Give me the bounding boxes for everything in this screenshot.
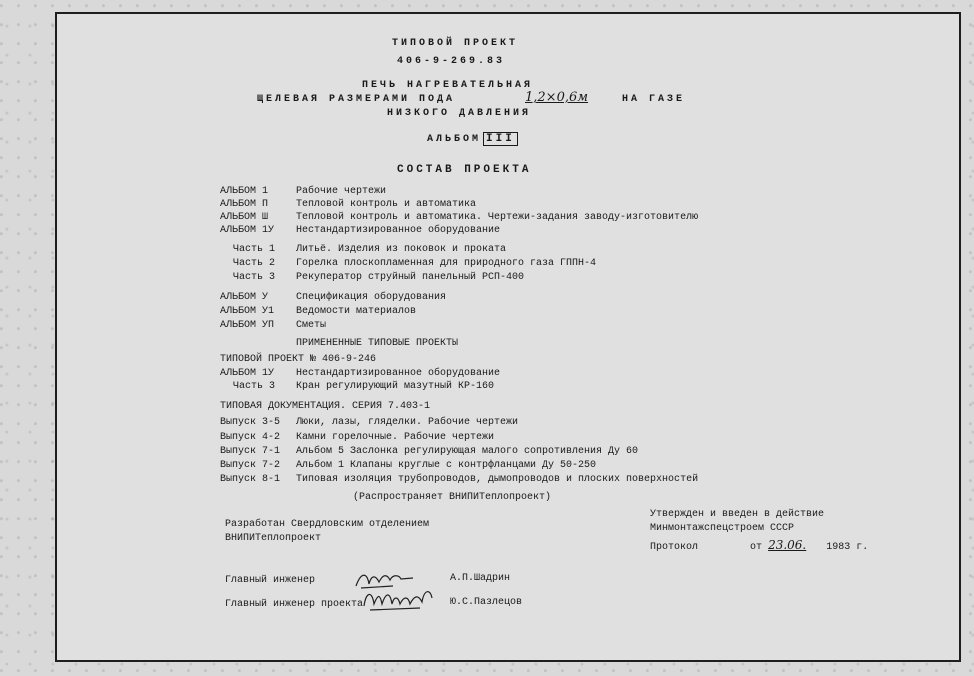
approval-line1: Утвержден и введен в действие bbox=[650, 509, 825, 520]
album-heading-label: АЛЬБОМ bbox=[427, 134, 482, 145]
distributor-note: (Распространяет ВНИПИТеплопроект) bbox=[353, 492, 552, 503]
list-item: Часть 3 Кран регулирующий мазутный КР-160 bbox=[233, 381, 495, 392]
hearth-size: 1,2×0,6м bbox=[525, 90, 589, 105]
list-item: Выпуск 8-1 Типовая изоляция трубопроводов, дымопроводов и плоских поверхностей bbox=[220, 474, 699, 485]
list-item: Выпуск 4-2 Камни горелочные. Рабочие чертежи bbox=[220, 432, 495, 443]
signature-name-1: А.П.Шадрин bbox=[450, 573, 511, 584]
list-item: Выпуск 3-5 Люки, лазы, гляделки. Рабочие чертежи bbox=[220, 417, 519, 428]
approval-protocol bbox=[650, 539, 868, 554]
list-item: Часть 3 Рекуператор струйный панельный РСП-400 bbox=[233, 272, 525, 283]
developer-line2: ВНИПИТеплопроект bbox=[225, 533, 322, 544]
header-line3: ПЕЧЬ НАГРЕВАТЕЛЬНАЯ bbox=[362, 80, 534, 91]
album-heading-number: III bbox=[483, 132, 518, 146]
list-item: Выпуск 7-2 Альбом 1 Клапаны круглые с контрфланцами Ду 50-250 bbox=[220, 460, 597, 471]
header-line5: НИЗКОГО ДАВЛЕНИЯ bbox=[387, 108, 532, 119]
list-item: АЛЬБОМ У Спецификация оборудования bbox=[220, 292, 447, 303]
list-item: АЛЬБОМ Ш Тепловой контроль и автоматика. Чертежи-задания заводу-изготовителю bbox=[220, 212, 699, 223]
protocol-date: 23.06. bbox=[768, 538, 807, 552]
list-item: АЛЬБОМ 1 Рабочие чертежи bbox=[220, 186, 387, 197]
list-item: АЛЬБОМ УП Сметы bbox=[220, 320, 327, 331]
list-item: Часть 2 Горелка плоскопламенная для природного газа ГППН-4 bbox=[233, 258, 597, 269]
protocol-label: Протокол bbox=[650, 542, 699, 553]
document-frame bbox=[55, 12, 961, 662]
protocol-from: от bbox=[750, 542, 763, 553]
signature-name-2: Ю.С.Пазлецов bbox=[450, 597, 523, 608]
header-line4-right: НА ГАЗЕ bbox=[622, 94, 686, 105]
list-item: Выпуск 7-1 Альбом 5 Заслонка регулирующая малого сопротивления Ду 60 bbox=[220, 446, 639, 457]
signature-2 bbox=[360, 584, 440, 614]
signature-role-2: Главный инженер проекта bbox=[225, 599, 364, 610]
approval-line2: Минмонтажспецстроем СССР bbox=[650, 523, 795, 534]
section-title: СОСТАВ ПРОЕКТА bbox=[397, 164, 532, 176]
protocol-year: 1983 г. bbox=[826, 542, 869, 553]
typical-docs-title: ТИПОВАЯ ДОКУМЕНТАЦИЯ. СЕРИЯ 7.403-1 bbox=[220, 401, 431, 412]
developer-line1: Разработан Свердловским отделением bbox=[225, 519, 430, 530]
list-item: АЛЬБОМ 1У Нестандартизированное оборудование bbox=[220, 368, 501, 379]
list-item: АЛЬБОМ 1У Нестандартизированное оборудование bbox=[220, 225, 501, 236]
project-number: 406-9-269.83 bbox=[397, 56, 506, 67]
list-item: Часть 1 Литьё. Изделия из поковок и проката bbox=[233, 244, 507, 255]
header-line4-left: ЩЕЛЕВАЯ РАЗМЕРАМИ ПОДА bbox=[257, 94, 456, 105]
header-line1: ТИПОВОЙ ПРОЕКТ bbox=[392, 38, 519, 49]
signature-role-1: Главный инженер bbox=[225, 575, 316, 586]
applied-project: ТИПОВОЙ ПРОЕКТ № 406-9-246 bbox=[220, 354, 377, 365]
list-item: АЛЬБОМ П Тепловой контроль и автоматика bbox=[220, 199, 477, 210]
list-item: АЛЬБОМ У1 Ведомости материалов bbox=[220, 306, 417, 317]
album-heading bbox=[427, 132, 518, 146]
applied-title: ПРИМЕНЕННЫЕ ТИПОВЫЕ ПРОЕКТЫ bbox=[296, 338, 459, 349]
